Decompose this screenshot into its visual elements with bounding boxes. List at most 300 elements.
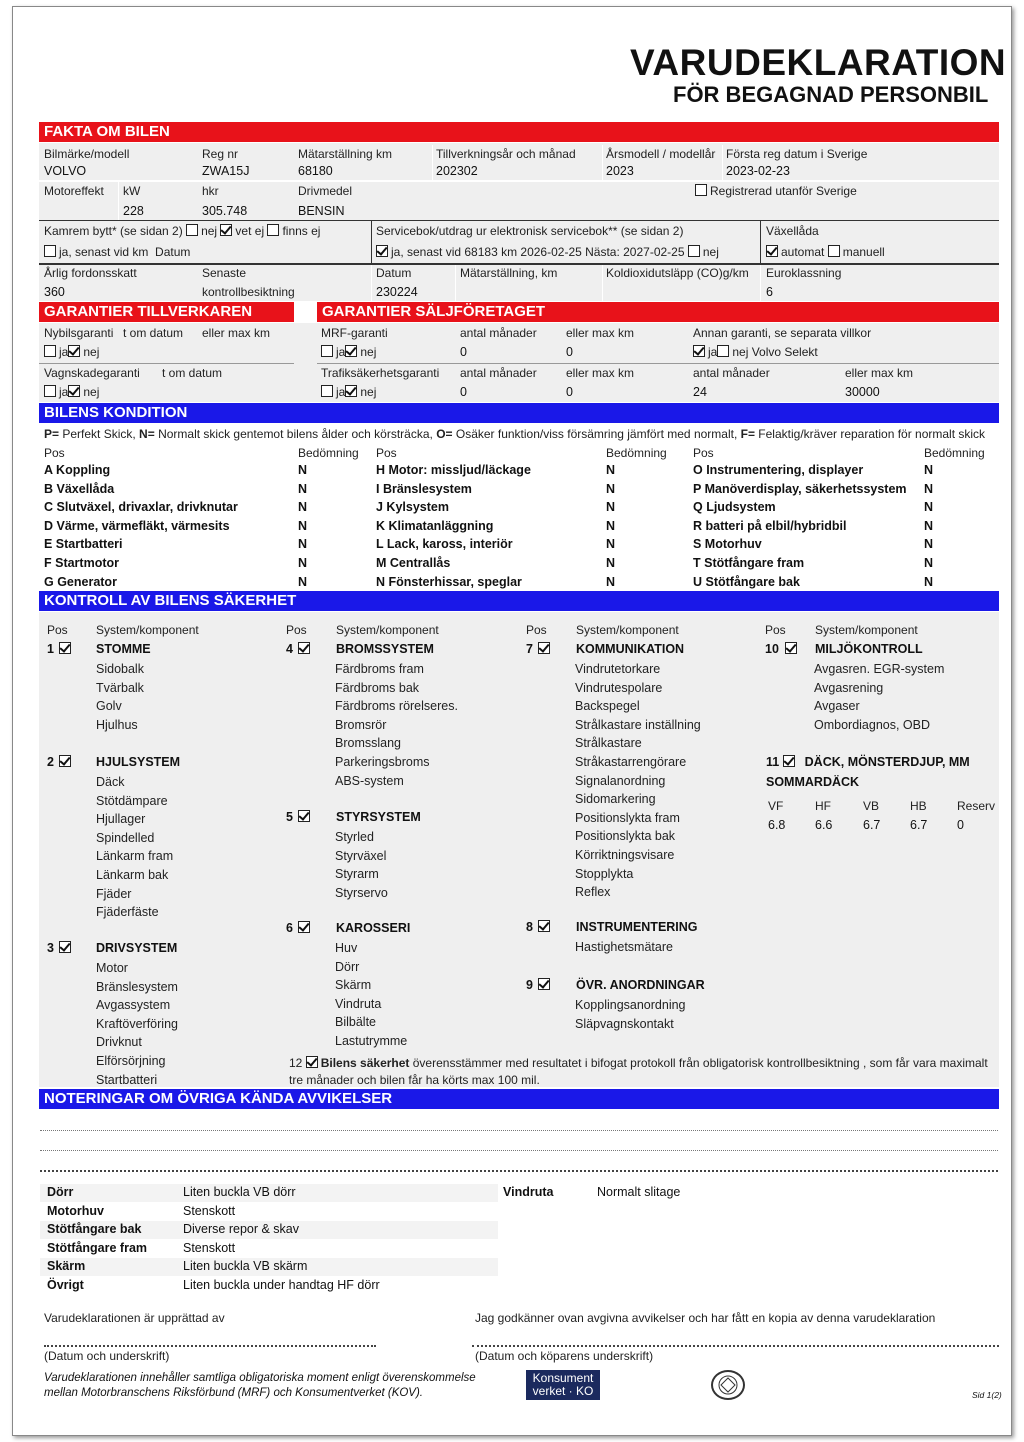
- legend-o-text: Osäker funktion/viss försämring jämfört med normalt,: [452, 427, 741, 441]
- kondition-item-label: Q Ljudsystem: [693, 500, 776, 515]
- kondition-item-value[interactable]: N: [606, 556, 616, 570]
- kontroll-group-title: KOMMUNIKATION: [576, 642, 685, 656]
- reg-utanfor-checkbox[interactable]: [695, 184, 707, 196]
- kontroll-item: Avgaser: [814, 699, 860, 714]
- mrf-checks: [321, 345, 376, 359]
- kontroll-group-checkbox[interactable]: [59, 941, 71, 953]
- kontroll-group-checkbox[interactable]: [298, 810, 310, 822]
- section-fakta: FAKTA OM BILEN: [39, 122, 999, 142]
- kontroll-item: Sidobalk: [96, 662, 144, 676]
- fordonsskatt-value[interactable]: 360: [44, 285, 65, 299]
- kondition-item-value[interactable]: N: [298, 463, 308, 477]
- kontroll-item: Färdbroms bak: [335, 680, 420, 695]
- divider: [317, 363, 999, 364]
- kondition-item-label: C Slutväxel, drivaxlar, drivknutar: [44, 500, 238, 515]
- kontroll-group-checkbox[interactable]: [59, 755, 71, 767]
- note-key: Stötfångare bak: [47, 1222, 142, 1237]
- godkanner-label: Jag godkänner ovan avgivna avvikelser och har fått en kopia av denna varudeklaration: [475, 1311, 936, 1325]
- kontroll-item: Hastighetsmätare: [575, 940, 673, 954]
- signature-line-seller[interactable]: [44, 1345, 376, 1347]
- kontroll-group-title: STOMME: [96, 642, 151, 656]
- kontroll-item: Fjäder: [96, 886, 132, 901]
- trafik-ja-checkbox[interactable]: [321, 385, 333, 397]
- kamrem-nej-checkbox[interactable]: [186, 224, 198, 236]
- note-key: Vindruta: [503, 1185, 554, 1199]
- regnr-value[interactable]: ZWA15J: [202, 164, 250, 178]
- kondition-item-label: N Fönsterhissar, speglar: [376, 574, 522, 589]
- kontroll-item: Sidomarkering: [575, 792, 656, 807]
- kontroll-item: Kraftöverföring: [96, 1016, 178, 1031]
- nybil-ja-checkbox[interactable]: [44, 345, 56, 357]
- vagnskada-ja-label: ja: [59, 385, 69, 399]
- divider: [39, 263, 999, 265]
- annan-value: nej Volvo Selekt: [732, 345, 818, 359]
- trafik-nej-checkbox[interactable]: [345, 385, 357, 397]
- kondition-item-value[interactable]: N: [606, 574, 616, 589]
- kontroll-item: Stråkastarrengörare: [575, 755, 687, 769]
- nybil-nej-checkbox[interactable]: [68, 345, 80, 357]
- kontroll-pos-header: Pos: [765, 623, 786, 637]
- divider: [722, 145, 723, 181]
- kontroll-item: Lastutrymme: [335, 1034, 408, 1048]
- kontroll-group-bromssystem: [286, 642, 434, 656]
- s12-checkbox[interactable]: [306, 1056, 318, 1068]
- kontroll-item: Reflex: [575, 885, 611, 900]
- kondition-item-value[interactable]: N: [298, 500, 308, 515]
- kontroll-group-checkbox[interactable]: [538, 978, 550, 990]
- note-value[interactable]: Stenskott: [183, 1240, 236, 1255]
- kondition-item-value[interactable]: N: [924, 518, 934, 533]
- kontroll-group-checkbox[interactable]: [785, 642, 797, 654]
- kondition-item-value[interactable]: N: [298, 574, 308, 589]
- legend-f-text: Felaktig/kräver reparation för normalt skick: [754, 427, 986, 441]
- kontroll-item: Färdbroms rörelseres.: [335, 699, 458, 714]
- legend-p-key: P=: [44, 427, 60, 441]
- annan-label: Annan garanti, se separata villkor: [693, 326, 872, 340]
- kontroll-item: Styrarm: [335, 867, 379, 882]
- logo-line-2: verket · KO: [532, 1384, 594, 1398]
- kontroll-item: ABS-system: [335, 773, 404, 788]
- kontroll-group-pos: 9: [526, 978, 533, 992]
- note-value[interactable]: Liten buckla VB dörr: [183, 1185, 296, 1199]
- kondition-item-label: B Växellåda: [44, 481, 115, 496]
- kondition-item-value[interactable]: N: [298, 481, 308, 496]
- note-line: [40, 1150, 998, 1151]
- kondition-item-value[interactable]: N: [298, 556, 308, 570]
- vagnskada-ja-checkbox[interactable]: [44, 385, 56, 397]
- kondition-item-value[interactable]: N: [606, 518, 616, 533]
- kontroll-item: Motor: [96, 961, 128, 975]
- kontroll-group-title: BROMSSYSTEM: [336, 642, 434, 656]
- reg-utanfor[interactable]: [695, 184, 857, 198]
- nybil-nej-label: nej: [83, 345, 100, 359]
- note-key: Motorhuv: [47, 1203, 104, 1218]
- servicebok-label: Servicebok/utdrag ur elektronisk servicebok** (se sidan 2): [376, 224, 684, 238]
- euro-value[interactable]: 6: [766, 285, 773, 299]
- trafik-checks: [321, 385, 376, 399]
- drivmedel-value[interactable]: BENSIN: [298, 204, 345, 218]
- annan-ja-checkbox[interactable]: [693, 345, 705, 357]
- kontroll-group-instrumentering: [526, 920, 698, 934]
- dack-checkbox[interactable]: [783, 755, 795, 767]
- bilmarke-value[interactable]: VOLVO: [44, 164, 87, 178]
- kondition-item-value[interactable]: N: [924, 463, 934, 477]
- kondition-legend: [44, 427, 985, 441]
- kondition-item-value[interactable]: N: [924, 574, 934, 589]
- nybil-tom-label: t om datum: [123, 326, 184, 340]
- kontroll-item: Positionslykta fram: [575, 810, 680, 825]
- kontroll-item: Backspegel: [575, 699, 640, 714]
- kontroll-group-title: STYRSYSTEM: [336, 810, 421, 824]
- mrf-nej-checkbox[interactable]: [345, 345, 357, 357]
- automat-label: automat: [781, 245, 825, 259]
- trafik-man-label: antal månader: [460, 366, 537, 380]
- kondition-item-label: M Centrallås: [376, 556, 451, 570]
- divider: [39, 220, 999, 221]
- kontroll-group-checkbox[interactable]: [59, 642, 71, 654]
- dack-header: HF: [815, 799, 831, 813]
- divider: [371, 265, 372, 301]
- matar-label: Mätarställning km: [298, 147, 393, 161]
- kondition-item-label: G Generator: [44, 574, 117, 589]
- reg-utanfor-label: Registrerad utanför Sverige: [710, 184, 857, 198]
- mrf-ja-label: ja: [336, 345, 346, 359]
- kondition-item-label: A Koppling: [44, 463, 111, 477]
- kondition-item-value[interactable]: N: [924, 481, 934, 496]
- kamrem-vet-ej-checkbox[interactable]: [220, 224, 232, 236]
- kontroll-item: Ombordiagnos, OBD: [814, 717, 931, 732]
- vagnskada-nej-label: nej: [83, 385, 100, 399]
- kontroll-group-pos: 2: [47, 755, 54, 769]
- upprattad-label: Varudeklarationen är upprättad av: [44, 1311, 225, 1325]
- dack-value[interactable]: 6.7: [863, 818, 881, 832]
- annan-km-value[interactable]: 30000: [845, 385, 880, 399]
- divider: [760, 265, 761, 301]
- kontroll-group-title: ÖVR. ANORDNINGAR: [576, 978, 705, 992]
- nybil-label: Nybilsgaranti: [44, 326, 114, 340]
- kondition-item-value[interactable]: N: [606, 481, 616, 496]
- automat-checkbox[interactable]: [766, 245, 778, 257]
- fordonsskatt-label: Årlig fordonsskatt: [44, 266, 137, 280]
- section-noteringar: NOTERINGAR OM ÖVRIGA KÄNDA AVVIKELSER: [39, 1089, 999, 1109]
- dack-header: HB: [910, 799, 927, 813]
- kontroll-item: Bränslesystem: [96, 979, 178, 994]
- kontroll-item: Vindruta: [335, 996, 382, 1011]
- kontroll-item: Hjullager: [96, 812, 146, 827]
- mrf-man-label: antal månader: [460, 326, 537, 340]
- kontroll-item: Skärm: [335, 978, 372, 993]
- divider: [455, 265, 456, 301]
- kondition-item-label: T Stötfångare fram: [693, 556, 805, 570]
- legend-n-key: N=: [139, 427, 155, 441]
- kond-bed-header: Bedömning: [606, 446, 667, 460]
- divider: [371, 221, 372, 263]
- mrf-km-label: eller max km: [566, 326, 635, 340]
- matar-value[interactable]: 68180: [298, 164, 333, 178]
- dack-pos: 11: [766, 755, 780, 769]
- annan-nej-checkbox[interactable]: [717, 345, 729, 357]
- manuell-checkbox[interactable]: [828, 245, 840, 257]
- kontroll-item: Kopplingsanordning: [575, 998, 686, 1012]
- regnr-label: Reg nr: [202, 147, 239, 161]
- s12-text2: tre månader och bilen får ha körts max 100 mil.: [289, 1073, 540, 1087]
- kondition-item-value[interactable]: N: [924, 500, 934, 515]
- kontroll-item: Bromsslang: [335, 736, 401, 751]
- dack-value[interactable]: 6.7: [910, 818, 928, 832]
- kamrem-finns-ej-checkbox[interactable]: [267, 224, 279, 236]
- dack-header: VF: [768, 799, 784, 813]
- kond-bed-header: Bedömning: [924, 446, 985, 460]
- kontroll-item: Tvärbalk: [96, 680, 144, 695]
- kamrem-row: [44, 224, 320, 238]
- note-key: Stötfångare fram: [47, 1240, 148, 1255]
- kondition-item-label: O Instrumentering, displayer: [693, 463, 864, 477]
- kontroll-group-drivsystem: [47, 941, 178, 955]
- kontroll-group-pos: 4: [286, 642, 293, 656]
- annan-checks: [693, 345, 818, 359]
- kondition-item-value[interactable]: N: [606, 500, 616, 515]
- note-value[interactable]: Liten buckla VB skärm: [183, 1259, 308, 1274]
- tillv-label: Tillverkningsår och månad: [436, 147, 576, 161]
- vagnskada-label: Vagnskadegaranti: [44, 366, 140, 380]
- kondition-item-label: L Lack, kaross, interiör: [376, 537, 513, 552]
- kondition-item-label: E Startbatteri: [44, 537, 123, 552]
- kontroll-group-title: KAROSSERI: [336, 921, 411, 935]
- kontroll-system-header: System/komponent: [96, 623, 199, 637]
- datum-sign-label: (Datum och underskrift): [44, 1349, 170, 1363]
- konsumentverket-logo: [526, 1370, 600, 1400]
- trafik-label: Trafiksäkerhetsgaranti: [321, 366, 440, 380]
- kontroll-system-header: System/komponent: [815, 623, 918, 637]
- kontroll-group-checkbox[interactable]: [538, 642, 550, 654]
- divider: [39, 180, 999, 182]
- nybil-km-label: eller max km: [202, 326, 271, 340]
- kondition-item-value[interactable]: N: [298, 537, 308, 552]
- legend-n-text: Normalt skick gentemot bilens ålder och körsträcka,: [154, 427, 437, 441]
- senaste-label: Senaste: [202, 266, 247, 280]
- arsmodell-label: Årsmodell / modellår: [606, 147, 716, 161]
- besikt-datum-label: Datum: [376, 266, 412, 280]
- dack-header: Reserv: [957, 799, 996, 813]
- sommardack-label: SOMMARDÄCK: [766, 775, 860, 789]
- euro-label: Euroklassning: [766, 266, 842, 280]
- kondition-item-label: F Startmotor: [44, 556, 119, 570]
- divider: [118, 182, 119, 220]
- kontroll-system-header: System/komponent: [576, 623, 679, 637]
- annan-man-value[interactable]: 24: [693, 385, 707, 399]
- mrf-ja-checkbox[interactable]: [321, 345, 333, 357]
- kondition-item-value[interactable]: N: [924, 537, 934, 552]
- kondition-item-label: U Stötfångare bak: [693, 574, 800, 589]
- kontroll-group-pos: 10: [765, 642, 779, 656]
- s12-pos: 12: [289, 1056, 303, 1070]
- servicebok-nej-checkbox[interactable]: [688, 245, 700, 257]
- divider: [39, 363, 294, 364]
- note-value[interactable]: Stenskott: [183, 1203, 236, 1218]
- mrf-km-value[interactable]: 0: [566, 345, 573, 359]
- kontroll-item: Vindrutetorkare: [575, 662, 661, 676]
- vagnskada-tom-label: t om datum: [162, 366, 223, 380]
- dack-row: [766, 755, 970, 769]
- kamrem-ja-checkbox[interactable]: [44, 245, 56, 257]
- vagnskada-nej-checkbox[interactable]: [68, 385, 80, 397]
- kontroll-group-title: INSTRUMENTERING: [576, 920, 698, 934]
- kondition-item-value[interactable]: N: [606, 463, 616, 477]
- matar2-label: Mätarställning, km: [460, 266, 558, 280]
- kontroll-item: Positionslykta bak: [575, 829, 676, 844]
- kontroll-group-checkbox[interactable]: [538, 920, 550, 932]
- kontroll-item: Styrled: [335, 830, 374, 844]
- annan-man-label: antal månader: [693, 366, 770, 380]
- kontroll-group-checkbox[interactable]: [298, 921, 310, 933]
- mrf-label: MRF-garanti: [321, 326, 388, 340]
- co2-label: Koldioxidutsläpp (CO)g/km: [606, 266, 749, 280]
- forsta-value[interactable]: 2023-02-23: [726, 164, 790, 178]
- kontroll-item: Huv: [335, 941, 358, 955]
- motoreffekt-label: Motoreffekt: [44, 184, 104, 198]
- kontroll-item: Länkarm bak: [96, 868, 169, 882]
- servicebok-nej-label: nej: [702, 245, 719, 259]
- kontroll-item: Avgasren. EGR-system: [814, 662, 945, 676]
- kontroll-item: Strålkastare: [575, 736, 642, 751]
- kontroll-item: Drivknut: [96, 1035, 142, 1050]
- arsmodell-value[interactable]: 2023: [606, 164, 634, 178]
- kondition-item-label: S Motorhuv: [693, 537, 762, 552]
- kondition-item-label: K Klimatanläggning: [376, 518, 494, 533]
- kondition-item-label: I Bränslesystem: [376, 481, 472, 496]
- kontroll-item: Stopplykta: [575, 866, 634, 881]
- nybil-checks: [44, 345, 99, 359]
- kamrem-finns-ej-label: finns ej: [282, 224, 321, 238]
- kontroll-item: Länkarm fram: [96, 849, 174, 864]
- note-value[interactable]: Liten buckla under handtag HF dörr: [183, 1278, 380, 1292]
- servicebok-ja-checkbox[interactable]: [376, 245, 388, 257]
- divider: [602, 145, 603, 181]
- kw-label: kW: [123, 184, 141, 198]
- signature-line-buyer[interactable]: [472, 1345, 999, 1347]
- note-value[interactable]: Normalt slitage: [597, 1185, 681, 1199]
- dack-value[interactable]: 0: [957, 818, 964, 832]
- mrf-nej-label: nej: [360, 345, 377, 359]
- kamrem-nej-label: nej: [201, 224, 218, 238]
- kontroll-item: Styrväxel: [335, 848, 387, 863]
- section-garanti-saljforetaget: GARANTIER SÄLJFÖRETAGET: [317, 302, 999, 322]
- besikt-datum-value[interactable]: 230224: [376, 285, 418, 299]
- kontroll-group-styrsystem: [286, 810, 421, 824]
- section-kondition: BILENS KONDITION: [39, 403, 999, 423]
- kontroll-item: Startbatteri: [96, 1072, 158, 1087]
- trafik-km-value[interactable]: 0: [566, 385, 573, 399]
- kontroll-group-miljökontroll: [765, 642, 923, 656]
- kontroll-item: Styrservo: [335, 885, 388, 900]
- datum-kopare-label: (Datum och köparens underskrift): [475, 1349, 654, 1363]
- s12-row: [289, 1056, 988, 1070]
- kontroll-pos-header: Pos: [286, 623, 307, 637]
- legend-p-text: Perfekt Skick,: [59, 427, 140, 441]
- kond-pos-header: Pos: [693, 446, 714, 460]
- kontroll-item: Färdbroms fram: [335, 662, 424, 676]
- divider: [760, 221, 761, 263]
- kondition-item-label: R batteri på elbil/hybridbil: [693, 518, 847, 533]
- tillv-value[interactable]: 202302: [436, 164, 478, 178]
- note-value[interactable]: Diverse repor & skav: [183, 1222, 300, 1237]
- kondition-item-label: H Motor: missljud/läckage: [376, 463, 531, 477]
- kondition-item-value[interactable]: N: [606, 537, 616, 552]
- kamrem-ja-label: ja, senast vid km: [59, 245, 149, 259]
- vaxellada-label: Växellåda: [766, 224, 819, 238]
- bilmarke-label: Bilmärke/modell: [44, 147, 130, 161]
- kontroll-item: Hjulhus: [96, 717, 138, 732]
- legend-f-key: F=: [740, 427, 755, 441]
- kontroll-item: Körriktningsvisare: [575, 848, 675, 862]
- vaxellada-row: [766, 245, 885, 259]
- divider: [602, 265, 603, 301]
- kondition-item-value[interactable]: N: [298, 518, 308, 533]
- kontroll-group-title: HJULSYSTEM: [96, 755, 181, 769]
- note-key: Skärm: [47, 1259, 86, 1274]
- kontroll-group-checkbox[interactable]: [298, 642, 310, 654]
- trafik-nej-label: nej: [360, 385, 377, 399]
- note-key: Övrigt: [47, 1278, 84, 1292]
- note-line: [40, 1170, 998, 1172]
- kontroll-item: Släpvagnskontakt: [575, 1016, 674, 1031]
- hkr-value[interactable]: 305.748: [202, 204, 248, 218]
- kontroll-item: Bromsrör: [335, 717, 387, 732]
- kw-value[interactable]: 228: [123, 204, 144, 218]
- kamrem-label: Kamrem bytt* (se sidan 2): [44, 224, 183, 238]
- kond-bed-header: Bedömning: [298, 446, 359, 460]
- divider: [432, 145, 433, 181]
- kontroll-item: Elförsörjning: [96, 1054, 166, 1068]
- section-kontroll: KONTROLL AV BILENS SÄKERHET: [39, 591, 999, 611]
- kontroll-group-pos: 8: [526, 920, 533, 934]
- note-line: [40, 1130, 998, 1131]
- kontroll-group-hjulsystem: [47, 755, 181, 769]
- s12-text: överensstämmer med resultatet i bifogat protokoll från obligatorisk kontrollbesiktning , som får vara maximalt: [409, 1056, 988, 1070]
- kontroll-group-pos: 6: [286, 921, 293, 935]
- mrf-man-value[interactable]: 0: [460, 345, 467, 359]
- trafik-man-value[interactable]: 0: [460, 385, 467, 399]
- mrf-seal-icon: [711, 1370, 745, 1400]
- logo-line-1: Konsument: [532, 1371, 594, 1385]
- kontroll-system-header: System/komponent: [336, 623, 439, 637]
- kontroll-group-pos: 3: [47, 941, 54, 955]
- kontroll-item: Stötdämpare: [96, 793, 168, 808]
- section-garanti-tillverkaren: GARANTIER TILLVERKAREN: [39, 302, 294, 322]
- kontroll-item: Däck: [96, 775, 125, 789]
- kontroll-group-title: MILJÖKONTROLL: [815, 642, 923, 656]
- kontroll-item: Avgassystem: [96, 998, 171, 1013]
- kontroll-group-övr-anordningar: [526, 978, 705, 992]
- annan-ja-label: ja: [708, 345, 718, 359]
- kondition-item-value[interactable]: N: [924, 556, 934, 570]
- kontroll-item: Parkeringsbroms: [335, 755, 430, 769]
- kontroll-pos-header: Pos: [526, 623, 547, 637]
- dack-value[interactable]: 6.6: [815, 818, 833, 832]
- kontroll-item: Bilbälte: [335, 1015, 376, 1030]
- kontroll-item: Dörr: [335, 959, 360, 974]
- legend-o-key: O=: [436, 427, 453, 441]
- kontrollbesiktning-label: kontrollbesiktning: [202, 285, 295, 299]
- servicebok-value: ja, senast vid 68183 km 2026-02-25 Nästa: 2027-02-25: [391, 245, 685, 259]
- dack-value[interactable]: 6.8: [768, 818, 786, 832]
- trafik-ja-label: ja: [336, 385, 346, 399]
- hkr-label: hkr: [202, 184, 219, 198]
- s12-bold: Bilens säkerhet: [320, 1056, 410, 1070]
- manuell-label: manuell: [842, 245, 885, 259]
- vagnskada-checks: [44, 385, 99, 399]
- drivmedel-label: Drivmedel: [298, 184, 353, 198]
